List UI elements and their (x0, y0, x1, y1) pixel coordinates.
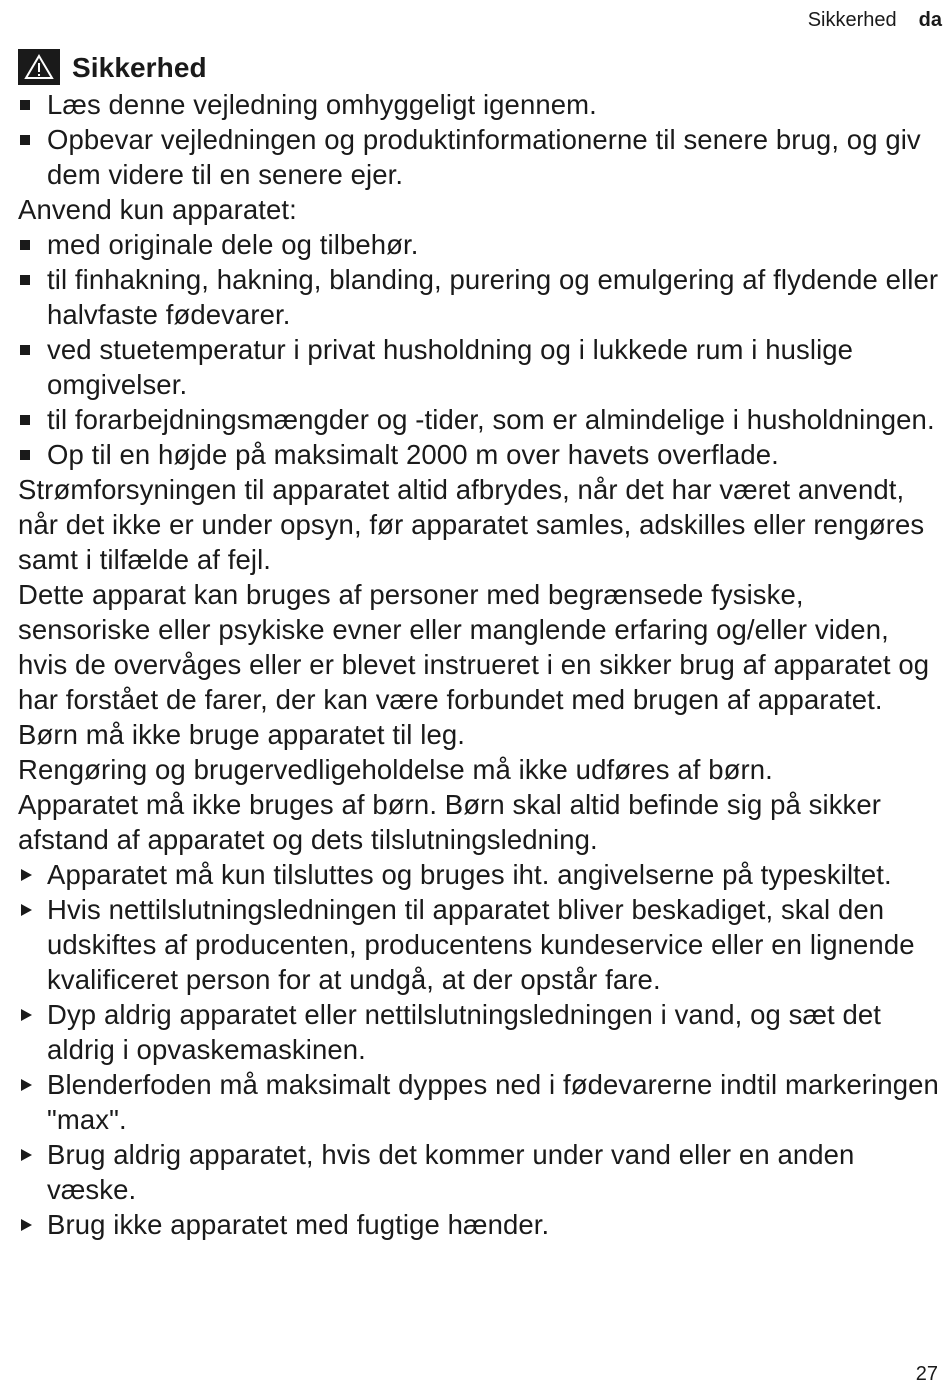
square-bullet-icon (20, 450, 30, 460)
header-section-title: Sikkerhed (807, 9, 897, 31)
bullet-list-item (18, 87, 940, 122)
square-bullet-icon (20, 240, 30, 250)
bullet-list-item (18, 402, 940, 437)
list-item-text: Dyp aldrig apparatet eller nettilslutningsledningen i vand, og sæt det aldrig i opvaskemaskinen. (47, 999, 882, 1065)
warning-triangle-icon (18, 49, 60, 85)
list-item-text: ved stuetemperatur i privat husholdning og i lukkede rum i huslige omgivelser. (47, 334, 854, 400)
paragraph: Rengøring og brugervedligeholdelse må ikke udføres af børn. (18, 754, 773, 785)
list-item-text: med originale dele og tilbehør. (47, 229, 419, 260)
square-bullet-icon (20, 100, 30, 110)
paragraph: Apparatet må ikke bruges af børn. Børn skal altid befinde sig på sikker afstand af apparatet og dets tilslutningsledning. (18, 789, 882, 855)
instruction-list-item (18, 857, 940, 892)
paragraph: Strømforsyningen til apparatet altid afbrydes, når det har været anvendt, når det ikke er under opsyn, før apparatet samles, adskilles eller rengøres samt i tilfælde af fejl. (18, 474, 925, 575)
square-bullet-icon (20, 135, 30, 145)
triangle-arrow-icon (21, 1079, 32, 1091)
section-title: Sikkerhed (72, 51, 207, 83)
bullet-list-item (18, 227, 940, 262)
paragraph: Anvend kun apparatet: (18, 194, 297, 225)
triangle-arrow-icon (21, 1149, 32, 1161)
triangle-arrow-icon (21, 1009, 32, 1021)
running-header (808, 6, 942, 34)
square-bullet-icon (20, 415, 30, 425)
square-bullet-icon (20, 275, 30, 285)
safety-section (18, 45, 940, 1242)
list-item-text: til finhakning, hakning, blanding, purering og emulgering af flydende eller halvfaste fødevarer. (47, 264, 939, 330)
list-item-text: Læs denne vejledning omhyggeligt igennem. (47, 89, 597, 120)
square-bullet-icon (20, 345, 30, 355)
section-heading (18, 45, 940, 89)
bullet-list-item (18, 122, 940, 192)
bullet-list-item (18, 332, 940, 402)
list-item-text: Brug aldrig apparatet, hvis det kommer under vand eller en anden væske. (47, 1139, 855, 1205)
triangle-arrow-icon (21, 869, 32, 881)
bullet-list-item (18, 437, 940, 472)
list-item-text: Apparatet må kun tilsluttes og bruges iht. angivelserne på typeskiltet. (47, 859, 892, 890)
instructions-list (18, 87, 940, 1242)
paragraph: Børn må ikke bruge apparatet til leg. (18, 719, 465, 750)
instruction-list-item (18, 997, 940, 1067)
header-language-code: da (918, 9, 942, 31)
instruction-list-item (18, 892, 940, 997)
triangle-arrow-icon (21, 904, 32, 916)
list-item-text: Hvis nettilslutningsledningen til apparatet bliver beskadiget, skal den udskiftes af producenten, producentens kundeservice eller en lignende kvalificeret person for at undgå, at der opstår fare. (47, 894, 915, 995)
page-number: 27 (915, 1363, 938, 1385)
list-item-text: Op til en højde på maksimalt 2000 m over havets overflade. (47, 439, 779, 470)
bullet-list-item (18, 262, 940, 332)
list-item-text: Opbevar vejledningen og produktinformationerne til senere brug, og giv dem videre til en senere ejer. (47, 124, 921, 190)
list-item-text: Brug ikke apparatet med fugtige hænder. (47, 1209, 550, 1240)
list-item-text: til forarbejdningsmængder og -tider, som er almindelige i husholdningen. (47, 404, 935, 435)
list-item-text: Blenderfoden må maksimalt dyppes ned i fødevarerne indtil markeringen "max". (47, 1069, 939, 1135)
paragraph: Dette apparat kan bruges af personer med begrænsede fysiske, sensoriske eller psykiske evner eller manglende erfaring og/eller viden, hvis de overvåges eller er blevet instrueret i en sikker brug af apparatet og har forstået de farer, der kan være forbundet med brugen af apparatet. (18, 579, 930, 715)
instruction-list-item (18, 1067, 940, 1137)
triangle-arrow-icon (21, 1219, 32, 1231)
instruction-list-item (18, 1207, 940, 1242)
instruction-list-item (18, 1137, 940, 1207)
